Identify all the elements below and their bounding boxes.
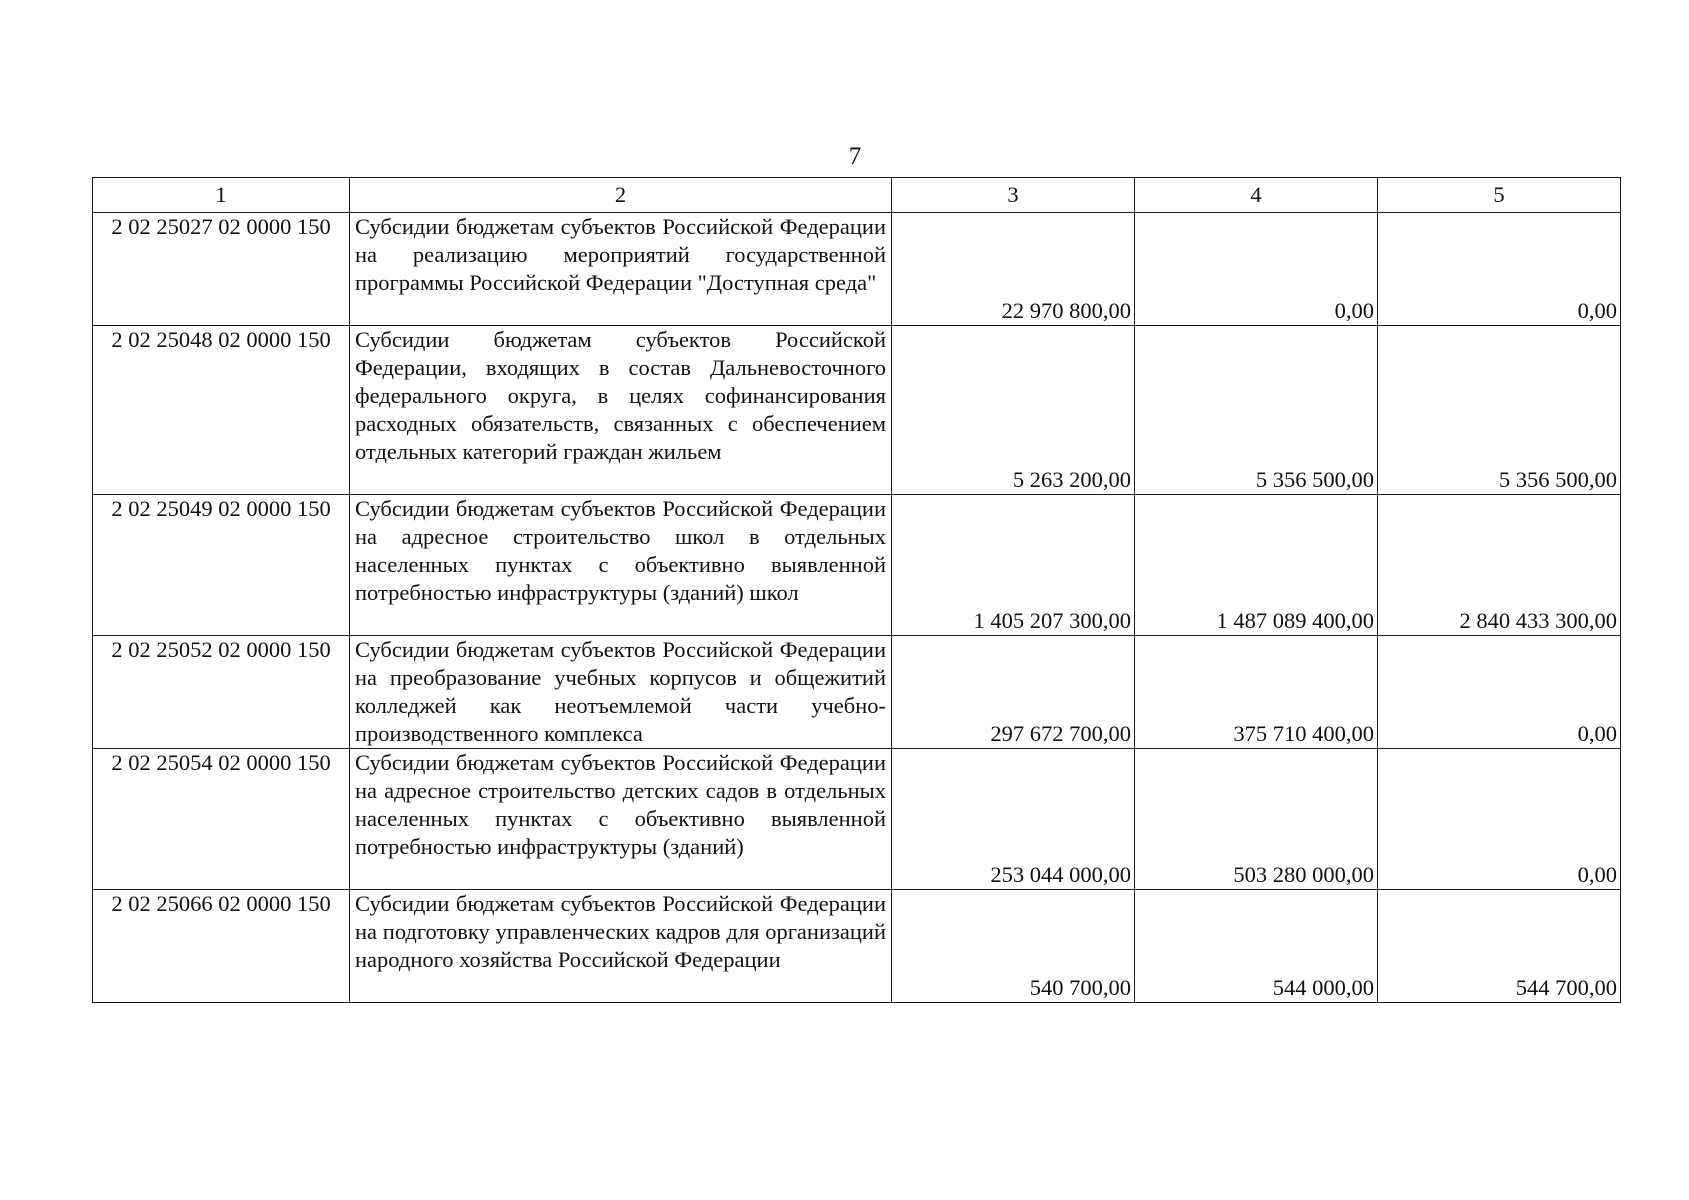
amount-col5: 544 700,00	[1378, 890, 1621, 1003]
table-body	[93, 213, 1621, 1003]
amount-col4: 0,00	[1135, 213, 1378, 326]
amount-col5: 5 356 500,00	[1378, 326, 1621, 495]
amount-col4: 503 280 000,00	[1135, 749, 1378, 890]
amount-col4: 1 487 089 400,00	[1135, 495, 1378, 636]
table-row	[93, 890, 1621, 1003]
amount-col5: 0,00	[1378, 636, 1621, 749]
amount-col4: 544 000,00	[1135, 890, 1378, 1003]
table-row	[93, 495, 1621, 636]
amount-col4: 5 356 500,00	[1135, 326, 1378, 495]
amount-col5: 0,00	[1378, 213, 1621, 326]
row-description: Субсидии бюджетам субъектов Российской Федерации на адресное строительство школ в отдельных населенных пунктах с объективно выявленной потребностью инфраструктуры (зданий) школ	[350, 495, 892, 636]
budget-table	[92, 177, 1621, 1003]
amount-col5: 0,00	[1378, 749, 1621, 890]
table-row	[93, 213, 1621, 326]
budget-code: 2 02 25052 02 0000 150	[93, 636, 350, 749]
table-row	[93, 326, 1621, 495]
column-header-2: 2	[350, 178, 892, 213]
table-header	[93, 178, 1621, 213]
amount-col5: 2 840 433 300,00	[1378, 495, 1621, 636]
table-row	[93, 749, 1621, 890]
column-header-1: 1	[93, 178, 350, 213]
row-description: Субсидии бюджетам субъектов Российской Федерации на преобразование учебных корпусов и общежитий колледжей как неотъемлемой части учебно-производственного комплекса	[350, 636, 892, 749]
budget-code: 2 02 25054 02 0000 150	[93, 749, 350, 890]
amount-col3: 5 263 200,00	[892, 326, 1135, 495]
column-header-5: 5	[1378, 178, 1621, 213]
amount-col3: 540 700,00	[892, 890, 1135, 1003]
budget-code: 2 02 25027 02 0000 150	[93, 213, 350, 326]
table-row	[93, 636, 1621, 749]
amount-col4: 375 710 400,00	[1135, 636, 1378, 749]
row-description: Субсидии бюджетам субъектов Российской Федерации, входящих в состав Дальневосточного федерального округа, в целях софинансирования расходных обязательств, связанных с обеспечением отдельных категорий граждан жильем	[350, 326, 892, 495]
budget-code: 2 02 25048 02 0000 150	[93, 326, 350, 495]
column-header-3: 3	[892, 178, 1135, 213]
row-description: Субсидии бюджетам субъектов Российской Федерации на подготовку управленческих кадров для организаций народного хозяйства Российской Федерации	[350, 890, 892, 1003]
row-description: Субсидии бюджетам субъектов Российской Федерации на реализацию мероприятий государственной программы Российской Федерации "Доступная среда"	[350, 213, 892, 326]
budget-code: 2 02 25049 02 0000 150	[93, 495, 350, 636]
page-number: 7	[848, 143, 862, 170]
amount-col3: 22 970 800,00	[892, 213, 1135, 326]
amount-col3: 297 672 700,00	[892, 636, 1135, 749]
budget-code: 2 02 25066 02 0000 150	[93, 890, 350, 1003]
column-header-4: 4	[1135, 178, 1378, 213]
amount-col3: 1 405 207 300,00	[892, 495, 1135, 636]
row-description: Субсидии бюджетам субъектов Российской Федерации на адресное строительство детских садов в отдельных населенных пунктах с объективно выявленной потребностью инфраструктуры (зданий)	[350, 749, 892, 890]
header-row	[93, 178, 1621, 213]
amount-col3: 253 044 000,00	[892, 749, 1135, 890]
